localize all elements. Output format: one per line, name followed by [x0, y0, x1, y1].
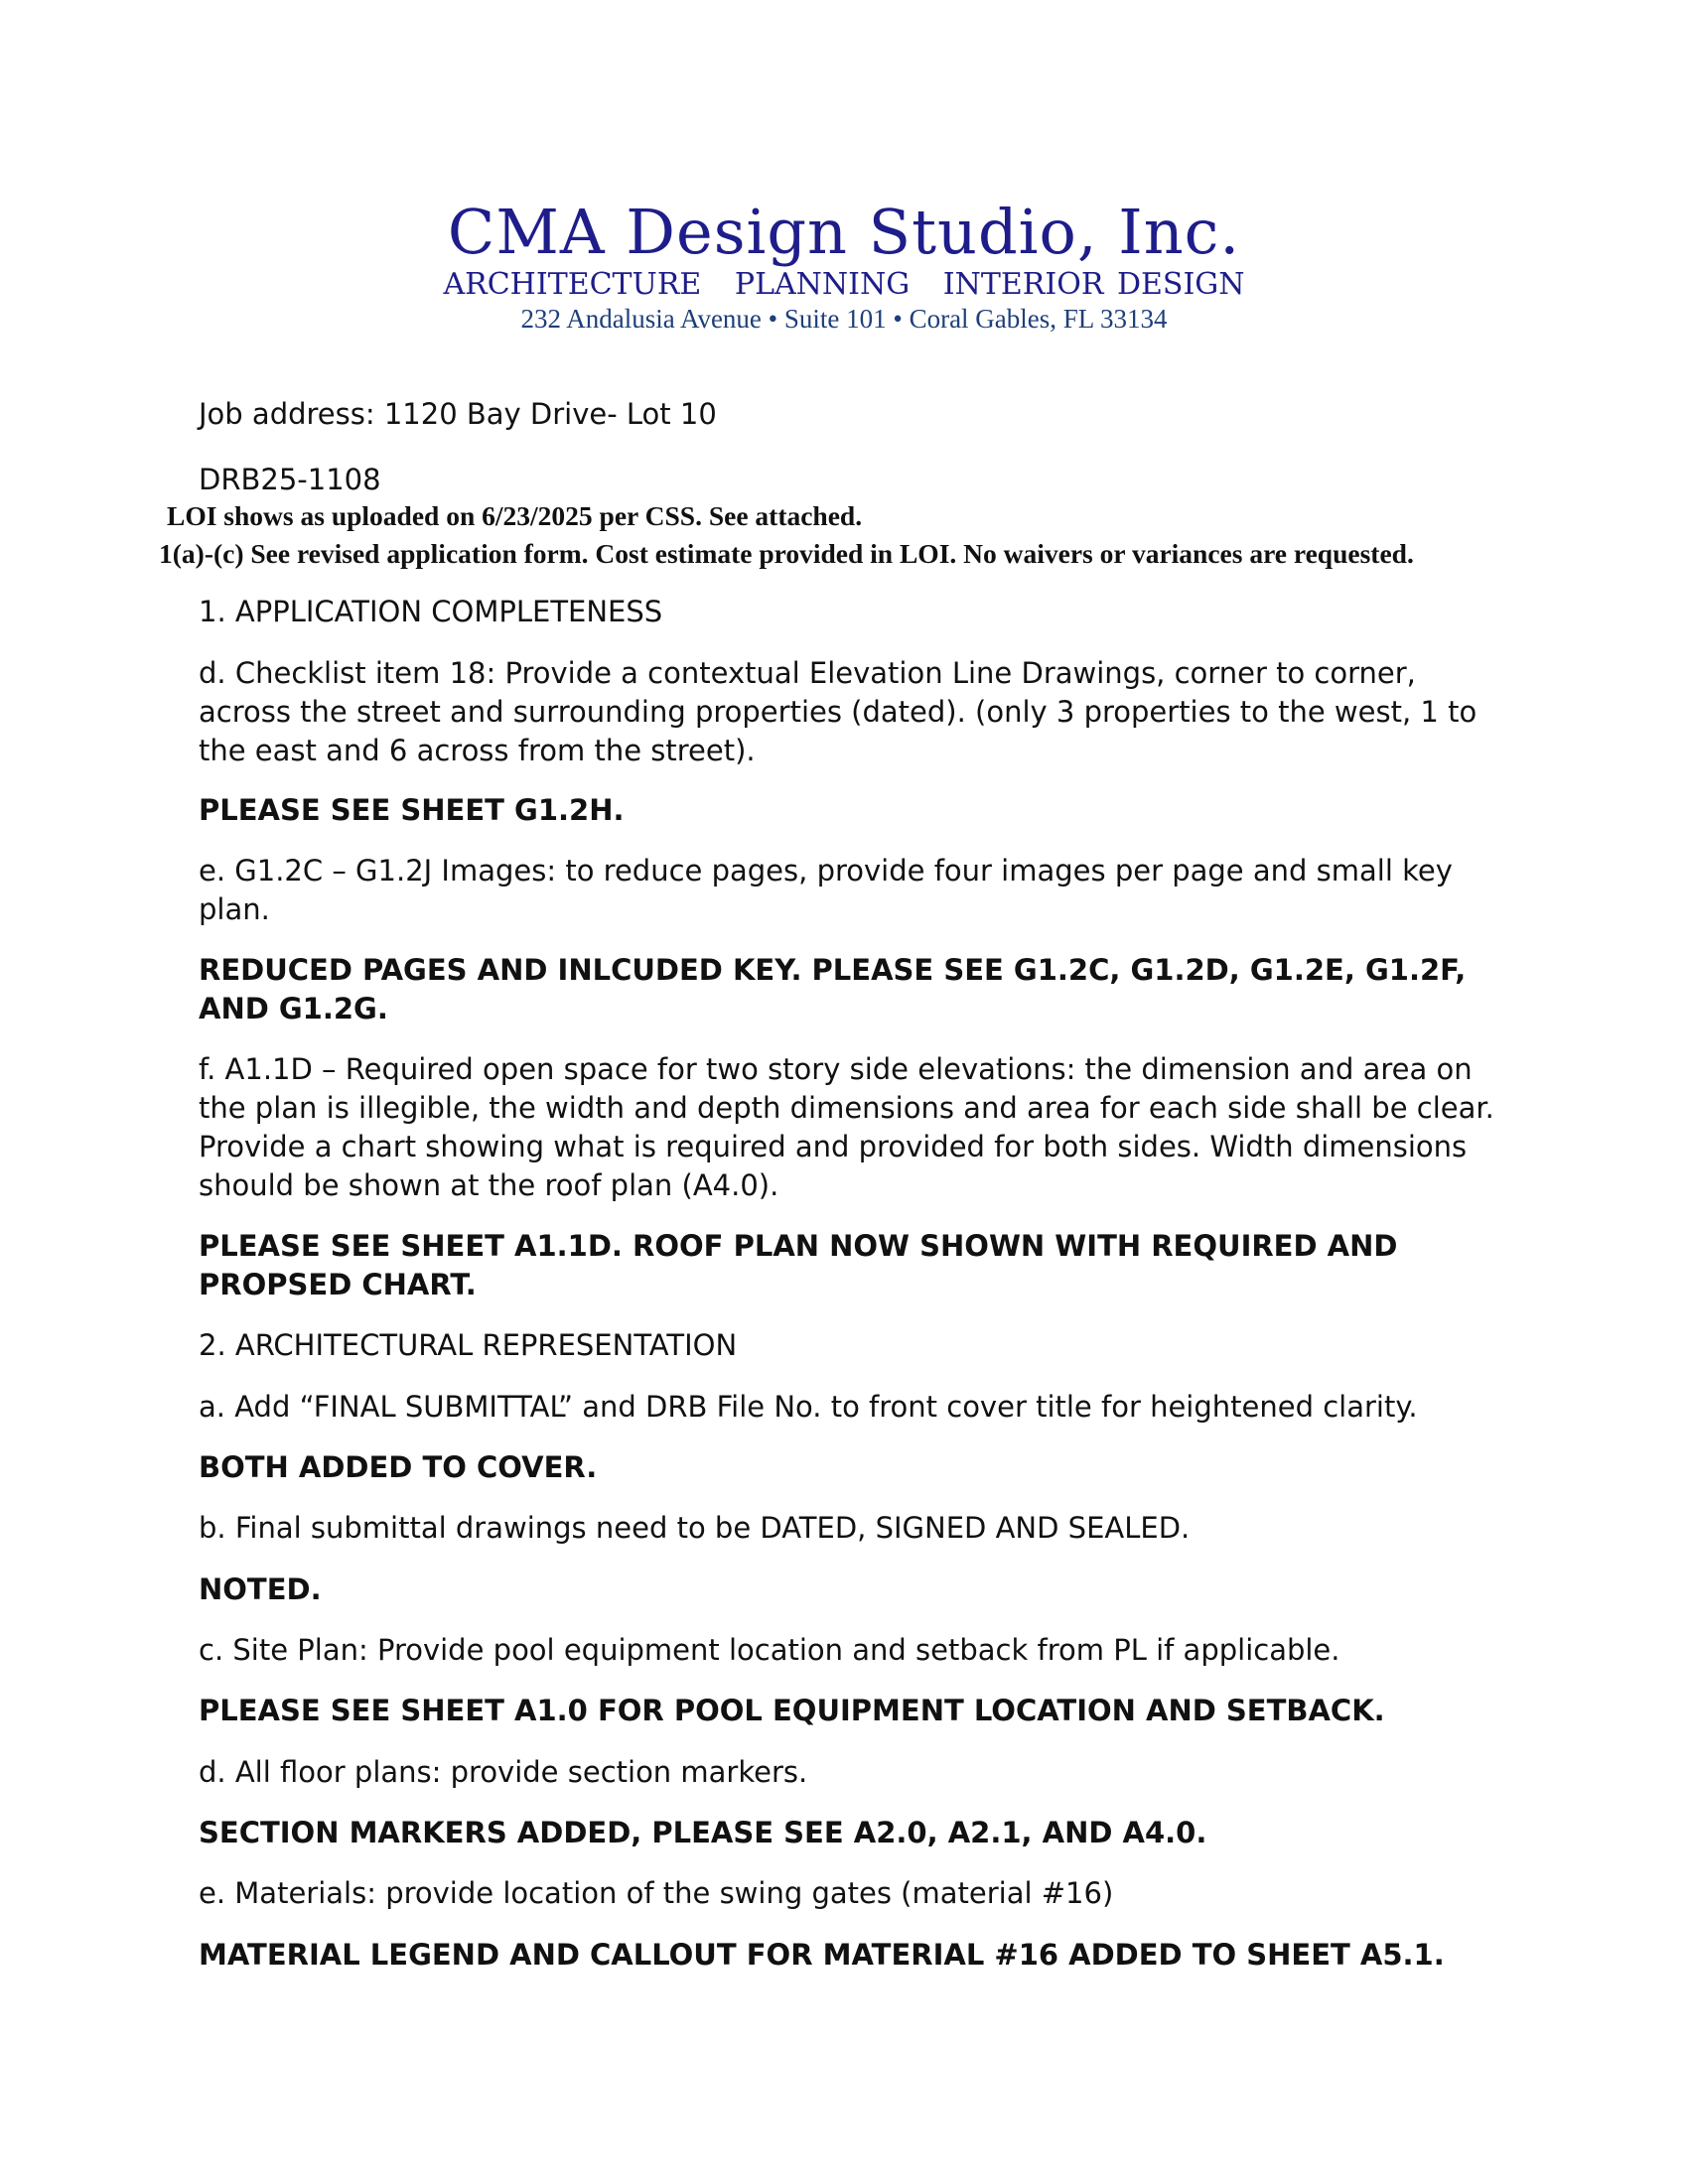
section2-a-comment: a. Add “FINAL SUBMITTAL” and DRB File No. to front cover title for heightened clarity. [199, 1390, 1418, 1424]
section1-title: 1. APPLICATION COMPLETENESS [199, 595, 663, 628]
section2-d-response: SECTION MARKERS ADDED, PLEASE SEE A2.0, A2.1, AND A4.0. [199, 1816, 1207, 1849]
section2-e-response: MATERIAL LEGEND AND CALLOUT FOR MATERIAL #16 ADDED TO SHEET A5.1. [199, 1938, 1445, 1972]
loi-note: LOI shows as uploaded on 6/23/2025 per CSS. See attached. [167, 500, 863, 531]
section2-c-response: PLEASE SEE SHEET A1.0 FOR POOL EQUIPMENT LOCATION AND SETBACK. [199, 1694, 1385, 1727]
company-address: 232 Andalusia Avenue • Suite 101 • Coral Gables, FL 33134 [520, 304, 1168, 334]
service-interior-design: INTERIOR DESIGN [942, 267, 1245, 302]
job-address: Job address: 1120 Bay Drive- Lot 10 [199, 397, 717, 431]
section1-d-response: PLEASE SEE SHEET G1.2H. [199, 793, 625, 827]
section2-title: 2. ARCHITECTURAL REPRESENTATION [199, 1328, 738, 1362]
company-name: CMA Design Studio, Inc. [447, 196, 1241, 268]
section2-e-comment: e. Materials: provide location of the swing gates (material #16) [199, 1876, 1114, 1910]
section2-b-response: NOTED. [199, 1572, 322, 1606]
section2-b-comment: b. Final submittal drawings need to be DATED, SIGNED AND SEALED. [199, 1511, 1191, 1545]
section1-f-response: PLEASE SEE SHEET A1.1D. ROOF PLAN NOW SHOWN WITH REQUIRED AND PROPSED CHART. [199, 1229, 1398, 1301]
item1-note: 1(a)-(c) See revised application form. Cost estimate provided in LOI. No waivers or variances are requested. [159, 538, 1414, 569]
section1-e-response: REDUCED PAGES AND INLCUDED KEY. PLEASE SEE G1.2C, G1.2D, G1.2E, G1.2F, AND G1.2G. [199, 953, 1467, 1025]
section2-a-response: BOTH ADDED TO COVER. [199, 1450, 598, 1484]
company-services [0, 268, 1688, 302]
service-planning: PLANNING [734, 267, 911, 302]
letterhead [0, 197, 1688, 334]
section1-e-comment: e. G1.2C – G1.2J Images: to reduce pages, provide four images per page and small key plan. [199, 854, 1453, 926]
section1-f-comment: f. A1.1D – Required open space for two story side elevations: the dimension and area on the plan is illegible, the width and depth dimensions and area for each side shall be clear. Provide a chart showing what is required and provided for both sides. Width dimensions should be shown at the roof plan (A4.0). [199, 1052, 1494, 1202]
section1-d-comment: d. Checklist item 18: Provide a contextual Elevation Line Drawings, corner to corner, across the street and surrounding properties (dated). (only 3 properties to the west, 1 to the east and 6 across from the street). [199, 656, 1477, 767]
service-architecture: ARCHITECTURE [443, 267, 702, 302]
section2-c-comment: c. Site Plan: Provide pool equipment location and setback from PL if applicable. [199, 1633, 1340, 1667]
file-number: DRB25-1108 [199, 463, 381, 496]
section2-d-comment: d. All floor plans: provide section markers. [199, 1755, 808, 1789]
